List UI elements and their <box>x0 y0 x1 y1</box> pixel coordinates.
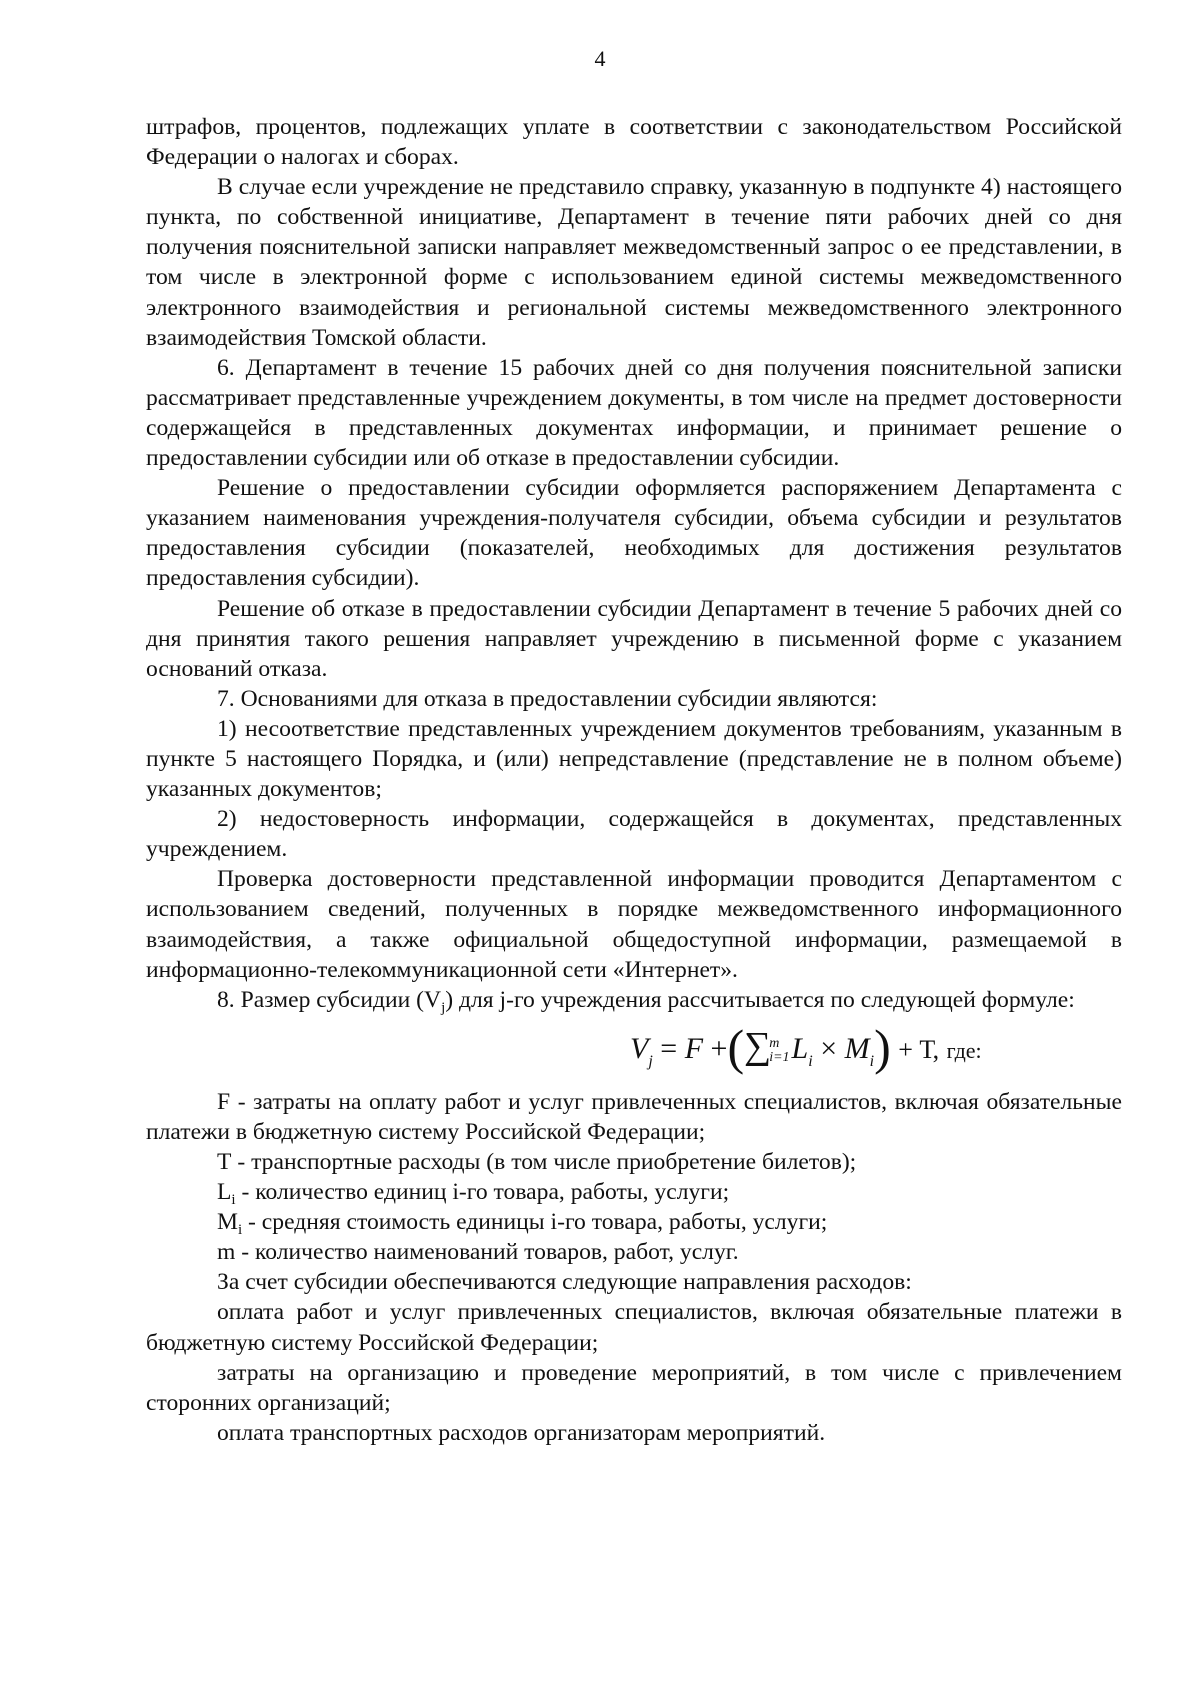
definition-L <box>146 1177 1122 1207</box>
definition-T <box>146 1147 1122 1177</box>
def-text: - затраты на оплату работ и услуг привлеченных специалистов, включая обязательные платежи в бюджетную систему Российской Федерации; <box>146 1088 1122 1145</box>
formula-L-sub: i <box>808 1052 813 1070</box>
formula-plus: + <box>710 1031 728 1065</box>
definition-F <box>146 1087 1122 1147</box>
formula-sum-lower: i=1 <box>769 1049 790 1065</box>
paragraph-expense-specialists: оплата работ и услуг привлеченных специалистов, включая обязательные платежи в бюджетную систему Российской Федерации; <box>146 1299 1122 1356</box>
formula-paren-close: ) <box>874 1018 891 1075</box>
paragraph-ground-1: 1) несоответствие представленных учреждением документов требованиям, указанным в пункте 5 настоящего Порядка, и (или) непредставление (представление не в полном объеме) указанных документов; <box>146 715 1122 803</box>
subsidy-formula <box>146 1015 1122 1087</box>
def-subscript: i <box>237 1222 243 1239</box>
document-body <box>146 112 1122 1448</box>
def-text: - количество наименований товаров, работ, услуг. <box>235 1239 739 1266</box>
def-symbol: Т <box>217 1149 232 1175</box>
paragraph-item-6: 6. Департамент в течение 15 рабочих дней со дня получения пояснительной записки рассматривает представленные учреждением документы, в том числе на предмет достоверности содержащейся в представленных документах информации, и принимает решение о предоставлении субсидии или об отказе в предоставлении субсидии. <box>146 354 1122 472</box>
def-symbol: F <box>217 1088 231 1115</box>
def-symbol: M <box>217 1209 238 1236</box>
sum-icon: ∑ <box>744 1024 772 1067</box>
def-text: - средняя стоимость единицы i-го товара, работы, услуги; <box>242 1209 828 1236</box>
definition-M <box>146 1207 1122 1237</box>
paragraph-certificate-request: В случае если учреждение не представило справку, указанную в подпункте 4) настоящего пункта, по собственной инициативе, Департамент в течение пяти рабочих дней со дня получения пояснительной записки направляет межведомственный запрос о ее представлении, в том числе в электронной форме с использованием единой системы межведомственного электронного взаимодействия и региональной системы межведомственного электронного взаимодействия Томской области. <box>146 174 1122 351</box>
definition-m <box>146 1237 1122 1267</box>
formula-lhs: V <box>630 1031 649 1065</box>
paragraph-ground-2: 2) недостоверность информации, содержащейся в документах, представленных учреждением. <box>146 806 1122 863</box>
paragraph-expense-directions: За счет субсидии обеспечиваются следующие направления расходов: <box>217 1269 912 1296</box>
paragraph-expense-transport: оплата транспортных расходов организаторам мероприятий. <box>217 1419 826 1446</box>
formula-M-sub: i <box>869 1052 875 1070</box>
formula-sum-limits <box>769 1037 789 1065</box>
p8-text-before: 8. Размер субсидии (V <box>217 986 442 1013</box>
formula-lhs-sub: j <box>648 1052 653 1070</box>
paragraph-decision-refusal: Решение об отказе в предоставлении субсидии Департамент в течение 5 рабочих дней со дня принятия такого решения направляет учреждению в письменной форме с указанием оснований отказа. <box>146 595 1122 682</box>
paragraph-expense-events: затраты на организацию и проведение мероприятий, в том числе с привлечением сторонних организаций; <box>146 1359 1122 1416</box>
formula-tail: + Т, <box>898 1034 940 1064</box>
formula-sum-upper: m <box>769 1035 780 1051</box>
formula-eq: = <box>660 1031 678 1065</box>
paragraph-verification: Проверка достоверности представленной информации проводится Департаментом с использованием сведений, полученных в порядке межведомственного информационного взаимодействия, а также официальной общедоступной информации, размещаемой в информационно-телекоммуникационной сети «Интернет». <box>146 866 1122 983</box>
def-symbol: m <box>217 1239 236 1266</box>
formula-M: M <box>844 1031 870 1065</box>
def-text: - количество единиц i-го товара, работы, услуги; <box>235 1179 730 1206</box>
def-symbol: L <box>217 1179 232 1206</box>
page-number: 4 <box>594 46 606 71</box>
p8-text-after: ) для j-го учреждения рассчитывается по следующей формуле: <box>445 986 1075 1013</box>
formula-tail-word: где: <box>946 1037 982 1063</box>
formula-F: F <box>684 1031 704 1065</box>
def-subscript: i <box>231 1192 236 1209</box>
def-text: - транспортные расходы (в том числе приобретение билетов); <box>231 1149 857 1175</box>
formula-times: × <box>820 1031 838 1065</box>
paragraph-continuation: штрафов, процентов, подлежащих уплате в соответствии с законодательством Российской Федерации о налогах и сборах. <box>146 114 1122 171</box>
p8-subscript: j <box>441 999 446 1016</box>
formula-paren-open: ( <box>727 1018 745 1075</box>
paragraph-item-7: 7. Основаниями для отказа в предоставлении субсидии являются: <box>217 685 878 712</box>
paragraph-item-8 <box>146 985 1122 1015</box>
paragraph-decision-grant: Решение о предоставлении субсидии оформляется распоряжением Департамента с указанием наименования учреждения-получателя субсидии, объема субсидии и результатов предоставления субсидии (показателей, необходимых для достижения результатов предоставления субсидии). <box>146 475 1122 592</box>
formula-L: L <box>791 1031 809 1065</box>
